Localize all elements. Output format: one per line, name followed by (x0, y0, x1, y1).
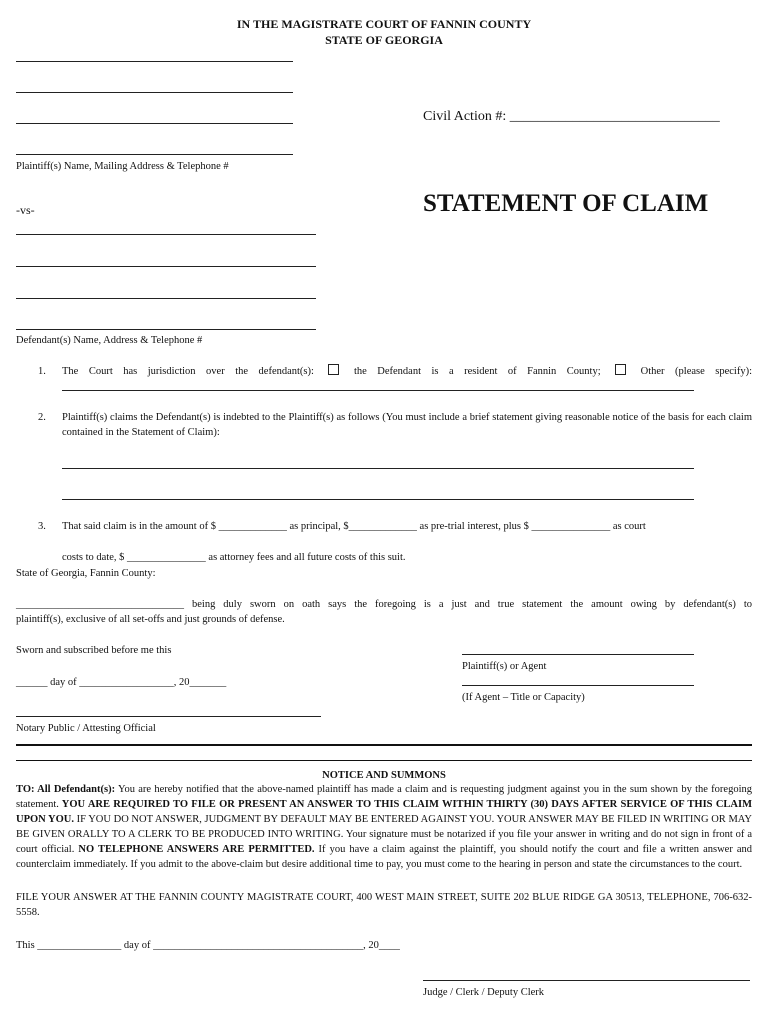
notice-sentence-5: If you have a claim against the plaintiff, you should notify the court and file a written answer and counterclaim immediately. If you admit to the above-claim but desire additional time to pay, you must come to the hearing in person and state the circumstances to the court. (16, 844, 752, 870)
item-2-number: 2. (38, 412, 46, 423)
item-2-text: Plaintiff(s) claims the Defendant(s) is indebted to the Plaintiff(s) as follows (You must include a brief statement giving reasonable notice of the basis for each claim contained in the Statement of Claim): (62, 412, 752, 438)
notice-sentence-1: You are hereby notified that the above-named plaintiff has made a claim and is requesting judgment against you in the sum shown by the foregoing statement. (16, 784, 752, 810)
defendant-line-1[interactable] (16, 234, 316, 235)
issued-date-field[interactable]: This ________________ day of ________________________________________, 20____ (16, 940, 400, 951)
judge-signature-line[interactable] (423, 980, 750, 981)
item-1-number: 1. (38, 366, 46, 377)
item-1-resident: the Defendant is a resident of Fannin County; (353, 366, 601, 377)
notice-to-label: TO: All Defendant(s): (16, 784, 116, 795)
plaintiff-agent-label: Plaintiff(s) or Agent (462, 661, 547, 672)
defendant-line-4[interactable] (16, 329, 316, 330)
notice-requirement: YOU ARE REQUIRED TO FILE OR PRESENT AN ANSWER TO THIS CLAIM WITHIN THIRTY (30) DAYS AFTER SERVICE OF THIS CLAIM UPON YOU. (16, 799, 752, 825)
item-1-text (62, 364, 752, 379)
claim-basis-line-1[interactable] (62, 468, 694, 469)
item-3-costs[interactable]: costs to date, $ _______________ as attorney fees and all future costs of this suit. (62, 552, 406, 563)
civil-action-field[interactable]: Civil Action #: ______________________________ (423, 109, 720, 124)
notice-heading: NOTICE AND SUMMONS (322, 770, 446, 781)
item-1-other: Other (please specify): (640, 366, 753, 377)
claim-basis-line-2[interactable] (62, 499, 694, 500)
resident-checkbox[interactable] (328, 364, 339, 375)
notice-sentence-3: IF YOU DO NOT ANSWER, JUDGMENT BY DEFAULT MAY BE ENTERED AGAINST YOU. YOUR ANSWER MAY BE FILED IN WRITING OR MAY BE GIVEN ORALLY TO A CLERK TO BE PRODUCED INTO WRITING. Your signature must be notarized if you file your answer in writing and do not sign in front of a court official. (16, 814, 752, 855)
document-title: STATEMENT OF CLAIM (423, 190, 709, 217)
section-divider (16, 744, 752, 746)
plaintiff-line-2[interactable] (16, 92, 293, 93)
agent-title-line[interactable] (462, 685, 694, 686)
versus-label: -vs- (16, 203, 35, 217)
oath-line-2: plaintiff(s), exclusive of all set-offs and just grounds of defense. (16, 614, 285, 625)
notary-label: Notary Public / Attesting Official (16, 723, 156, 734)
defendant-line-3[interactable] (16, 298, 316, 299)
plaintiff-label: Plaintiff(s) Name, Mailing Address & Telephone # (16, 161, 229, 172)
defendant-label: Defendant(s) Name, Address & Telephone # (16, 335, 203, 346)
judge-clerk-label: Judge / Clerk / Deputy Clerk (423, 987, 545, 998)
notary-signature-line[interactable] (16, 716, 321, 717)
plaintiff-line-1[interactable] (16, 61, 293, 62)
other-checkbox[interactable] (615, 364, 626, 375)
item-1-jurisdiction: The Court has jurisdiction over the defendant(s): (62, 366, 314, 377)
notice-no-telephone: NO TELEPHONE ANSWERS ARE PERMITTED. (74, 844, 315, 855)
file-answer-address: FILE YOUR ANSWER AT THE FANNIN COUNTY MAGISTRATE COURT, 400 WEST MAIN STREET, SUITE 202 BLUE RIDGE GA 30513, TELEPHONE, 706-632-5558. (16, 892, 752, 918)
plaintiff-signature-line[interactable] (462, 654, 694, 655)
court-name: IN THE MAGISTRATE COURT OF FANNIN COUNTY (236, 17, 532, 31)
item-3-number: 3. (38, 521, 46, 532)
plaintiff-line-4[interactable] (16, 154, 293, 155)
other-specify-line[interactable] (62, 390, 694, 391)
notice-body (16, 782, 752, 872)
sworn-date-field[interactable]: ______ day of __________________, 20_______ (16, 677, 227, 688)
oath-line[interactable]: ________________________________ being duly sworn on oath says the foregoing is a just and true statement the amount owing by defendant(s) to (16, 599, 752, 610)
defendant-line-2[interactable] (16, 266, 316, 267)
state-county-label: State of Georgia, Fannin County: (16, 568, 156, 579)
sworn-label: Sworn and subscribed before me this (16, 645, 172, 656)
item-3-amounts[interactable]: That said claim is in the amount of $ _____________ as principal, $_____________ as pre-trial interest, plus $ _______________ as court (62, 521, 646, 532)
plaintiff-line-3[interactable] (16, 123, 293, 124)
state-name: STATE OF GEORGIA (325, 33, 443, 47)
agent-title-label: (If Agent – Title or Capacity) (462, 692, 585, 703)
section-divider-thin (16, 760, 752, 761)
